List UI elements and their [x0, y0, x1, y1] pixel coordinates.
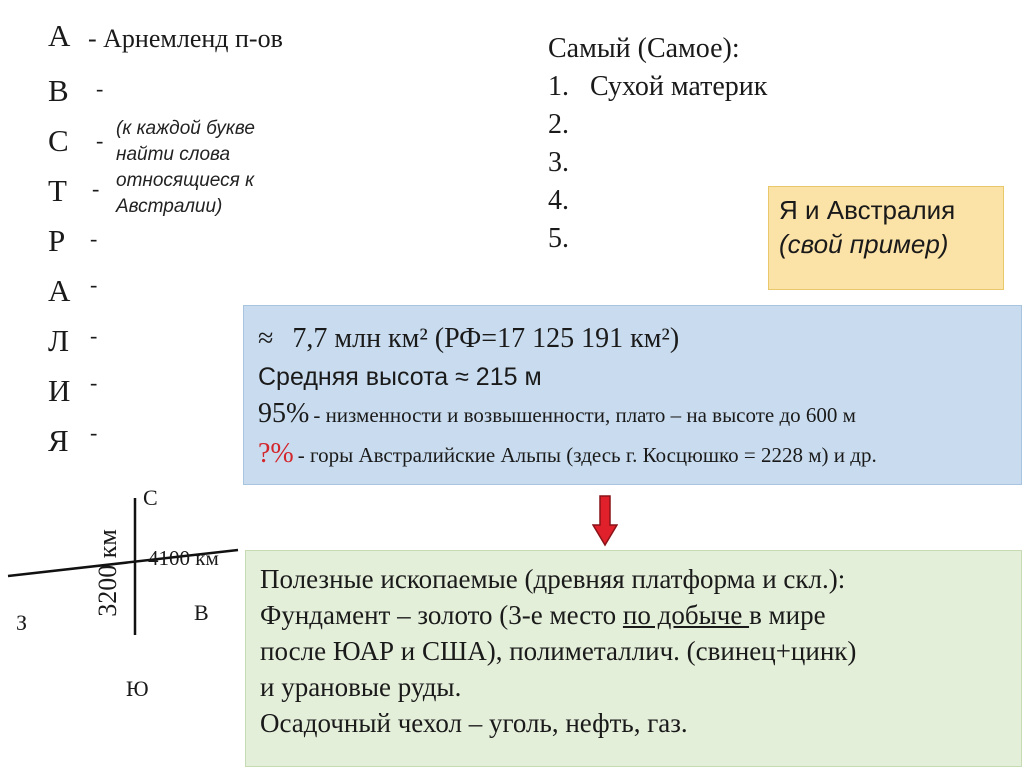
compass-cross	[0, 480, 250, 700]
area-line	[258, 320, 1007, 358]
compass-north: С	[143, 485, 158, 510]
approx-symbol: ≈	[258, 323, 274, 354]
minerals-foundation-end: в мире	[749, 600, 826, 630]
minerals-sediment: Осадочный чехол – уголь, нефть, газ.	[260, 708, 688, 738]
minerals-foundation-text: Фундамент – золото (3-е место	[260, 600, 623, 630]
vertical-length: 3200 км	[93, 529, 122, 617]
acrostic-letter-v: В	[48, 73, 69, 108]
superlatives-list	[548, 30, 767, 258]
list-item: 5.	[548, 223, 569, 254]
area-value: 7,7 млн км² (РФ=17 125 191 км²)	[292, 323, 680, 354]
acrostic-letter-a2: А	[48, 273, 71, 308]
acrostic-letter-l: Л	[48, 323, 70, 358]
minerals-box	[245, 550, 1022, 767]
acrostic-letter-s: С	[48, 123, 69, 158]
minerals-foundation	[260, 597, 1007, 633]
lowlands-line	[258, 396, 1007, 436]
acrostic-letter-ya: Я	[48, 423, 69, 458]
minerals-line: после ЮАР и США), полиметаллич. (свинец+цинк)	[260, 636, 857, 666]
acrostic-letter-i: И	[48, 373, 71, 408]
lowlands-text: - низменности и возвышенности, плато – на высоте до 600 м	[313, 403, 856, 427]
mountains-text: - горы Австралийские Альпы (здесь г. Косцюшко = 2228 м) и др.	[297, 443, 877, 467]
hint-line: найти слова	[116, 144, 231, 165]
list-item	[548, 68, 767, 106]
minerals-line: и урановые руды.	[260, 672, 462, 702]
acrostic-dash: -	[90, 323, 98, 348]
acrostic-hint	[116, 116, 255, 220]
acrostic-dash: -	[96, 128, 104, 153]
superlatives-heading: Самый (Самое):	[548, 33, 740, 64]
list-item-text: Сухой материк	[590, 71, 768, 102]
acrostic-dash: -	[90, 420, 98, 445]
acrostic-letter-r: Р	[48, 223, 66, 258]
horizontal-length: 4100 км	[148, 546, 219, 570]
hint-line: Австралии)	[116, 196, 223, 217]
mountains-line	[258, 436, 1007, 476]
facts-box	[243, 305, 1022, 485]
me-and-australia-title: Я и Австралия	[779, 195, 956, 225]
compass-south: Ю	[126, 676, 149, 701]
list-number: 1.	[548, 71, 569, 102]
average-height: Средняя высота ≈ 215 м	[258, 363, 542, 391]
me-and-australia-subtitle: (свой пример)	[779, 229, 949, 259]
list-item: 4.	[548, 185, 569, 216]
down-arrow-icon	[592, 495, 618, 547]
compass-east: В	[194, 600, 209, 625]
minerals-title: Полезные ископаемые (древняя платформа и скл.):	[260, 564, 846, 594]
hint-line: (к каждой букве	[116, 118, 255, 139]
mountains-percent: ?%	[258, 438, 294, 469]
acrostic-dash: -	[92, 176, 100, 201]
lowlands-percent: 95%	[258, 398, 310, 429]
acrostic-dash: -	[90, 226, 98, 251]
acrostic-letter-a: А	[48, 18, 71, 53]
list-item: 2.	[548, 109, 569, 140]
acrostic-letter-t: Т	[48, 173, 67, 208]
me-and-australia-box	[768, 186, 1004, 290]
list-item: 3.	[548, 147, 569, 178]
hint-line: относящиеся к	[116, 170, 255, 191]
acrostic-first-entry: - Арнемленд п-ов	[88, 24, 283, 53]
acrostic-dash: -	[96, 76, 104, 101]
acrostic-dash: -	[90, 370, 98, 395]
minerals-underlined: по добыче	[622, 600, 750, 630]
acrostic-dash: -	[90, 272, 98, 297]
compass-west: З	[16, 610, 28, 635]
